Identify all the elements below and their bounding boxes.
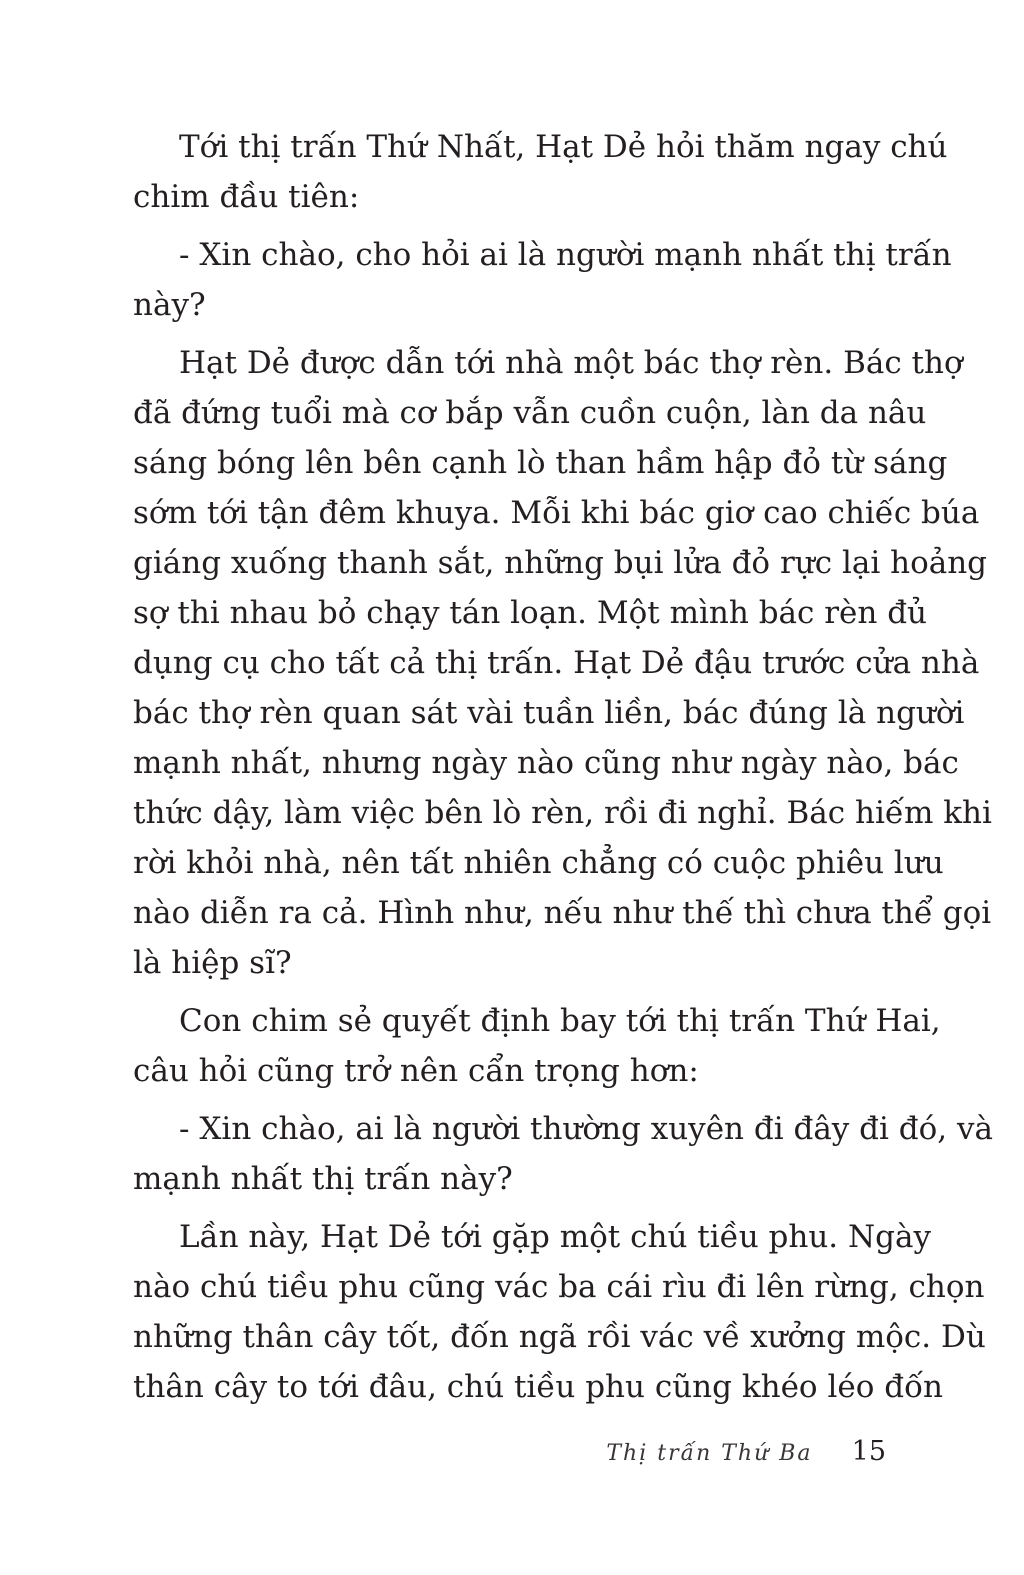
text-line: - Xin chào, ai là người thường xuyên đi đây đi đó, và [179,1111,993,1147]
text-line: Con chim sẻ quyết định bay tới thị trấn Thứ Hai, [179,1003,941,1039]
text-line: rời khỏi nhà, nên tất nhiên chẳng có cuộc phiêu lưu [133,845,944,881]
text-line: Lần này, Hạt Dẻ tới gặp một chú tiều phu. Ngày [179,1219,931,1255]
text-line: giáng xuống thanh sắt, những bụi lửa đỏ rực lại hoảng [133,545,988,581]
paragraph-1 [133,122,948,222]
paragraph-3 [133,338,992,988]
text-line: nào diễn ra cả. Hình như, nếu như thế thì chưa thể gọi [133,895,992,931]
text-line: bác thợ rèn quan sát vài tuần liền, bác đúng là người [133,695,965,731]
running-title: Thị trấn Thứ Ba [606,1441,813,1466]
text-line: - Xin chào, cho hỏi ai là người mạnh nhất thị trấn [179,237,952,273]
text-line: Hạt Dẻ được dẫn tới nhà một bác thợ rèn. Bác thợ [179,345,963,381]
text-line: sợ thi nhau bỏ chạy tán loạn. Một mình bác rèn đủ [133,595,928,631]
paragraph-6 [133,1212,986,1412]
text-line: thức dậy, làm việc bên lò rèn, rồi đi nghỉ. Bác hiếm khi [133,795,992,831]
page-number: 15 [851,1436,886,1467]
paragraph-2-dialogue [133,230,952,330]
text-line: nào chú tiều phu cũng vác ba cái rìu đi lên rừng, chọn [133,1269,985,1305]
text-line: thân cây to tới đâu, chú tiều phu cũng khéo léo đốn [133,1369,943,1405]
text-line: này? [133,287,206,323]
text-line: mạnh nhất, nhưng ngày nào cũng như ngày nào, bác [133,745,959,781]
text-line: những thân cây tốt, đốn ngã rồi vác về xưởng mộc. Dù [133,1319,986,1355]
page-footer [606,1432,886,1472]
text-line: câu hỏi cũng trở nên cẩn trọng hơn: [133,1053,699,1089]
text-line: chim đầu tiên: [133,179,360,215]
text-line: đã đứng tuổi mà cơ bắp vẫn cuồn cuộn, làn da nâu [133,395,927,431]
text-line: Tới thị trấn Thứ Nhất, Hạt Dẻ hỏi thăm ngay chú [179,129,948,165]
text-line: sáng bóng lên bên cạnh lò than hầm hập đỏ từ sáng [133,445,948,481]
text-line: là hiệp sĩ? [133,945,292,981]
body-text [133,122,993,1412]
text-line: mạnh nhất thị trấn này? [133,1161,513,1197]
paragraph-5-dialogue [133,1104,993,1204]
text-line: dụng cụ cho tất cả thị trấn. Hạt Dẻ đậu trước cửa nhà [133,645,980,681]
text-line: sớm tới tận đêm khuya. Mỗi khi bác giơ cao chiếc búa [133,495,980,531]
paragraph-4 [133,996,941,1096]
